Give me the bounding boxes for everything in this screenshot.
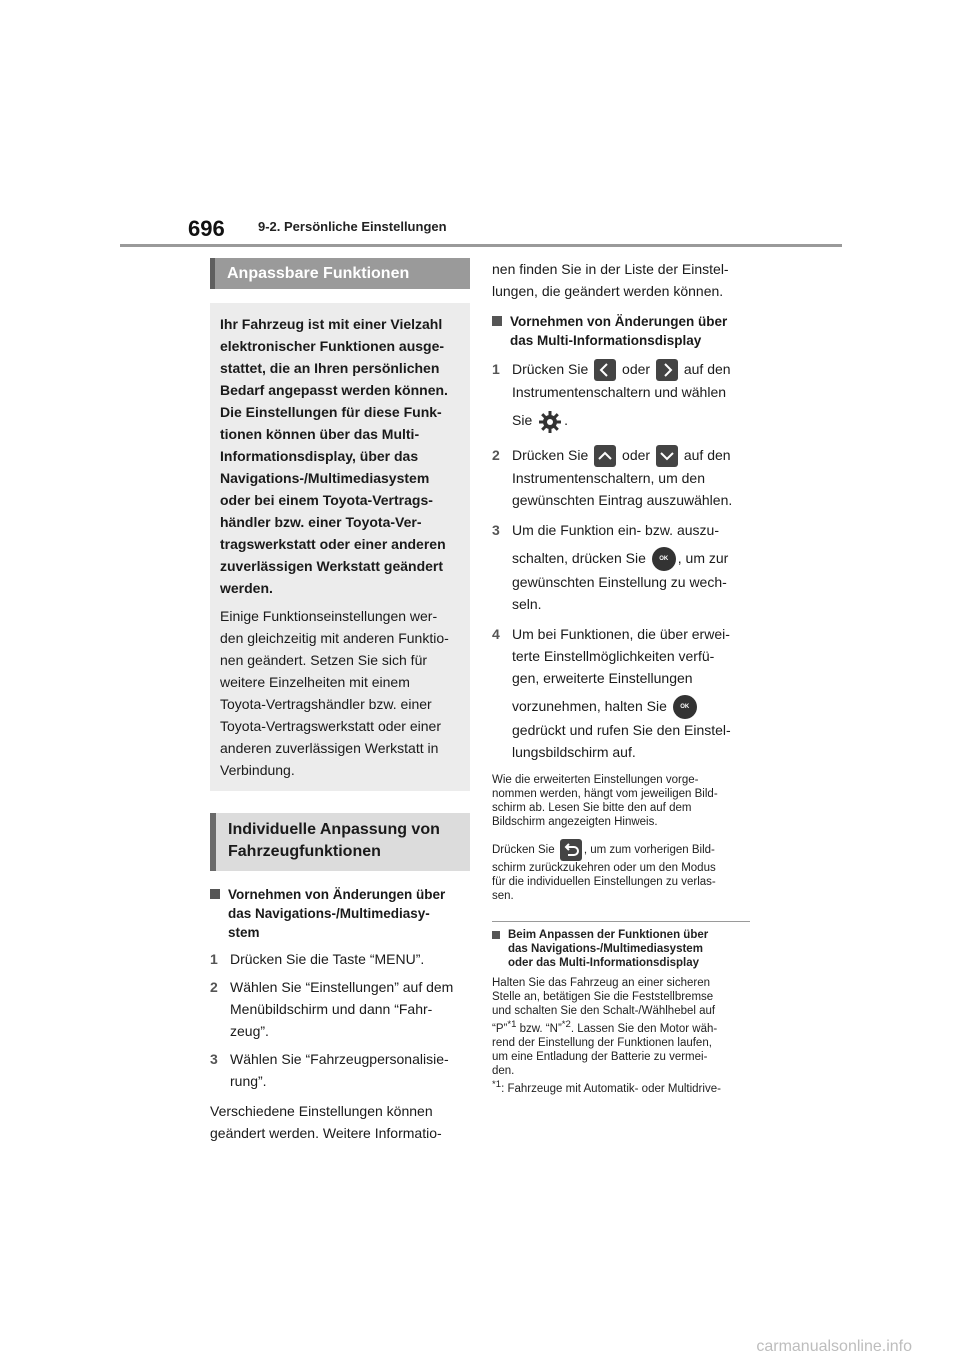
note-advanced-settings: Wie die erweiterten Einstellungen vorge- nommen werden, hängt vom jeweiligen Bild- schirm ab. Lesen Sie bitte den auf dem Bildschirm angezeigten Hinweis. [492,774,718,829]
continued-text: nen finden Sie in der Liste der Einstel- lungen, die geändert werden können. [492,261,729,299]
mid-step-1: 1 Drücken Sie oder auf den Instrumentenschaltern und wählen Sie . [492,358,750,434]
heading-individuelle-anpassung: Individuelle Anpassung von Fahrzeugfunktionen [210,813,470,871]
section-title: 9-2. Persönliche Einstellungen [258,219,447,234]
watermark: carmanualsonline.info [756,1338,912,1355]
square-bullet-icon [492,316,502,326]
chevron-right-icon [656,359,678,381]
chevron-left-icon [594,359,616,381]
note-back-button: Drücken Sie , um zum vorherigen Bild- schirm zurückzukehren oder um den Modus für die individuellen Einstellungen zu verlas- sen. [492,839,750,903]
bottom-text: Halten Sie das Fahrzeug an einer sicheren Stelle an, betätigen Sie die Feststellbremse und schalten Sie den Schalt-/Wählhebel auf “P”$^{*1}$ bzw. “N”$^{*2}$. Lassen Sie den Motor wäh- rend der Einstellung der Funktionen laufen, um eine Entladung der Batterie zu vermei- den. $^{*1}$: Fahrzeuge mit Automatik- oder Multidrive- [492,977,721,1096]
ok-button-icon: OK [673,695,697,719]
section-rule [492,921,750,922]
heading-anpassbare-funktionen: Anpassbare Funktionen [210,258,470,289]
square-bullet-icon [210,889,220,899]
gear-icon [538,410,562,434]
nav-step-2: 2 Wählen Sie “Einstellungen” auf dem Menübildschirm und dann “Fahr- zeug”. [210,979,454,1039]
subheading-beim-anpassen: Beim Anpassen der Funktionen über das Navigations-/Multimediasystem oder das Multi-Informationsdisplay [492,928,750,970]
chevron-down-icon [656,445,678,467]
mid-step-3: 3 Um die Funktion ein- bzw. auszu- schalten, drücken Sie OK , um zur gewünschten Einstellung zu wech- seln. [492,521,729,613]
right-column [492,258,750,1096]
subheading-multi-info: Vornehmen von Änderungen über das Multi-Informationsdisplay [492,312,750,350]
back-arrow-icon [560,839,582,861]
intro-bold-text: Ihr Fahrzeug ist mit einer Vielzahl elektronischer Funktionen ausge- stattet, die an Ihren persönlichen Bedarf angepasst werden können. Die Einstellungen für diese Funk- tionen können über das Multi- Informationsdisplay, über das Navigations-/Multimediasystem oder bei einem Toyota-Vertrags- händler bzw. einer Toyota-Ver- tragswerkstatt oder einer anderen zuverlässigen Werkstatt geändert werden. [220,316,448,596]
chevron-up-icon [594,445,616,467]
ok-button-icon: OK [652,547,676,571]
intro-box [210,303,470,791]
page-number: 696 [188,216,225,241]
left-column [210,258,470,1144]
nav-step-3: 3 Wählen Sie “Fahrzeugpersonalisie- rung”. [210,1051,449,1089]
header-rule [120,244,842,247]
intro-normal-text: Einige Funktionseinstellungen wer- den gleichzeitig mit anderen Funktio- nen geändert. Setzen Sie sich für weitere Einzelheiten mit einem Toyota-Vertragshändler bzw. einer Toyota-Vertragswerkstatt oder einer anderen zuverlässigen Werkstatt in Verbindung. [220,608,449,778]
square-bullet-icon [492,931,500,939]
nav-step-1: 1 Drücken Sie die Taste “MENU”. [210,951,425,967]
mid-step-4: 4 Um bei Funktionen, die über erwei- terte Einstellmöglichkeiten verfü- gen, erweiterte Einstellungen vorzunehmen, halten Sie OK gedrückt und rufen Sie den Einstel- lungsbildschirm auf. [492,626,731,761]
nav-closing-text: Verschiedene Einstellungen können geändert werden. Weitere Informatio- [210,1103,442,1141]
mid-step-2: 2 Drücken Sie oder auf den Instrumentenschaltern, um den gewünschten Eintrag auszuwählen. [492,446,733,508]
subheading-navigation: Vornehmen von Änderungen über das Navigations-/Multimediasy- stem [210,885,470,942]
